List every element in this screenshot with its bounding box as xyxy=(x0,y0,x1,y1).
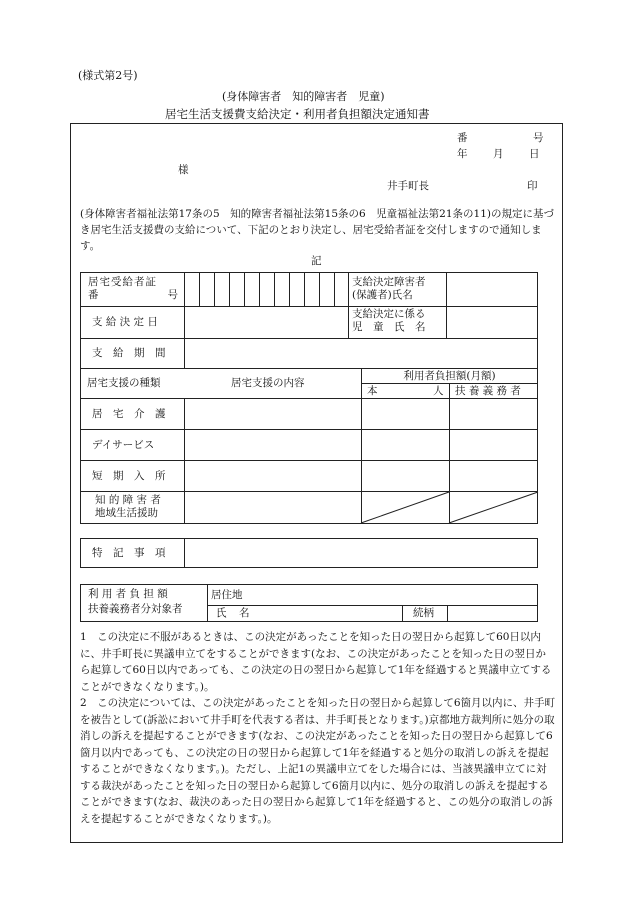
address-label: 居住地 xyxy=(211,589,243,601)
row-label-day-service: デイサービス xyxy=(92,439,155,451)
form-number: (様式第2号) xyxy=(78,69,138,82)
self-header-b: 人 xyxy=(433,385,444,397)
number-label: 番 xyxy=(457,132,468,144)
decision-date-label: 支 給 決 定 日 xyxy=(92,316,158,328)
ki-label: 記 xyxy=(311,255,322,267)
row-label-home-care: 居 宅 介 護 xyxy=(92,408,166,420)
supporter-header: 扶 養 義 務 者 xyxy=(455,385,521,397)
child-name-label: 支給決定に係る 児 童 氏 名 xyxy=(352,308,426,333)
note-1: 1 この決定に不服があるときは、この決定があったことを知った日の翌日から起算して60日以内に、井手町長に異議申立てをすることができます(なお、この決定があったことを知った日の翌日から起算して60日以内であっても、この決定の日の翌日から起算して1年を経過すると異議申立てすることができなくなります。)。 xyxy=(80,631,552,693)
household-label: 利 用 者 負 担 額 扶養義務者分対象者 xyxy=(88,588,183,615)
relation-label: 続柄 xyxy=(413,607,434,619)
categories: (身体障害者 知的障害者 児童) xyxy=(222,90,385,103)
burden-header: 利用者負担額(月額) xyxy=(403,370,496,382)
seal-mark: 印 xyxy=(527,180,538,192)
document-title: 居宅生活支援費支給決定・利用者負担額決定通知書 xyxy=(165,107,430,121)
intro-text: (身体障害者福祉法第17条の5 知的障害者福祉法第15条の6 児童福祉法第21条の11)の規定に基づき居宅生活支援費の支給について、下記のとおり決定し、居宅受給者証を交付しますので通知します。 xyxy=(80,208,554,252)
recipient-no-label: 居宅受給者証 番 号 xyxy=(88,276,178,301)
day-label: 日 xyxy=(529,148,540,160)
row-label-short-stay: 短 期 入 所 xyxy=(92,470,166,482)
disabled-name-label: 支給決定障害者 (保護者)氏名 xyxy=(352,276,426,301)
month-label: 月 xyxy=(493,148,504,160)
note-2: 2 この決定については、この決定があったことを知った日の翌日から起算して6箇月以内に、井手町を被告として(訴訟において井手町を代表する者は、井手町長となります。)京都地方裁判所に処分の取消しの訴えを提起することができます(なお、この決定があったことを知った日の翌日から起算して6箇月以内であっても、この決定の日の翌日から起算して1年を経過すると処分の取消しの訴えを提起することができなくなります。)。ただし、上記1の異議申立てをした場合には、当該異議申立てに対する裁決があったことを知った日の翌日から起算して6箇月以内に、処分の取消しの訴えを提起することができます(なお、裁決のあった日の翌日から起算して1年を経過すると、この処分の取消しの訴えを提起することができなくなります。)。 xyxy=(80,697,556,825)
row-label-community-living: 知 的 障 害 者 地域生活援助 xyxy=(95,494,161,519)
name-label-b: 名 xyxy=(239,607,250,619)
name-label-a: 氏 xyxy=(216,607,227,619)
addressee-suffix: 様 xyxy=(178,164,189,176)
remarks-label: 特 記 事 項 xyxy=(92,547,166,559)
issuer: 井手町長 xyxy=(387,180,429,192)
content-header: 居宅支援の内容 xyxy=(231,377,305,389)
self-header-a: 本 xyxy=(367,385,378,397)
year-label: 年 xyxy=(457,148,468,160)
number-suffix: 号 xyxy=(533,132,544,144)
period-label: 支 給 期 間 xyxy=(92,347,166,359)
type-header: 居宅支援の種類 xyxy=(87,377,161,389)
